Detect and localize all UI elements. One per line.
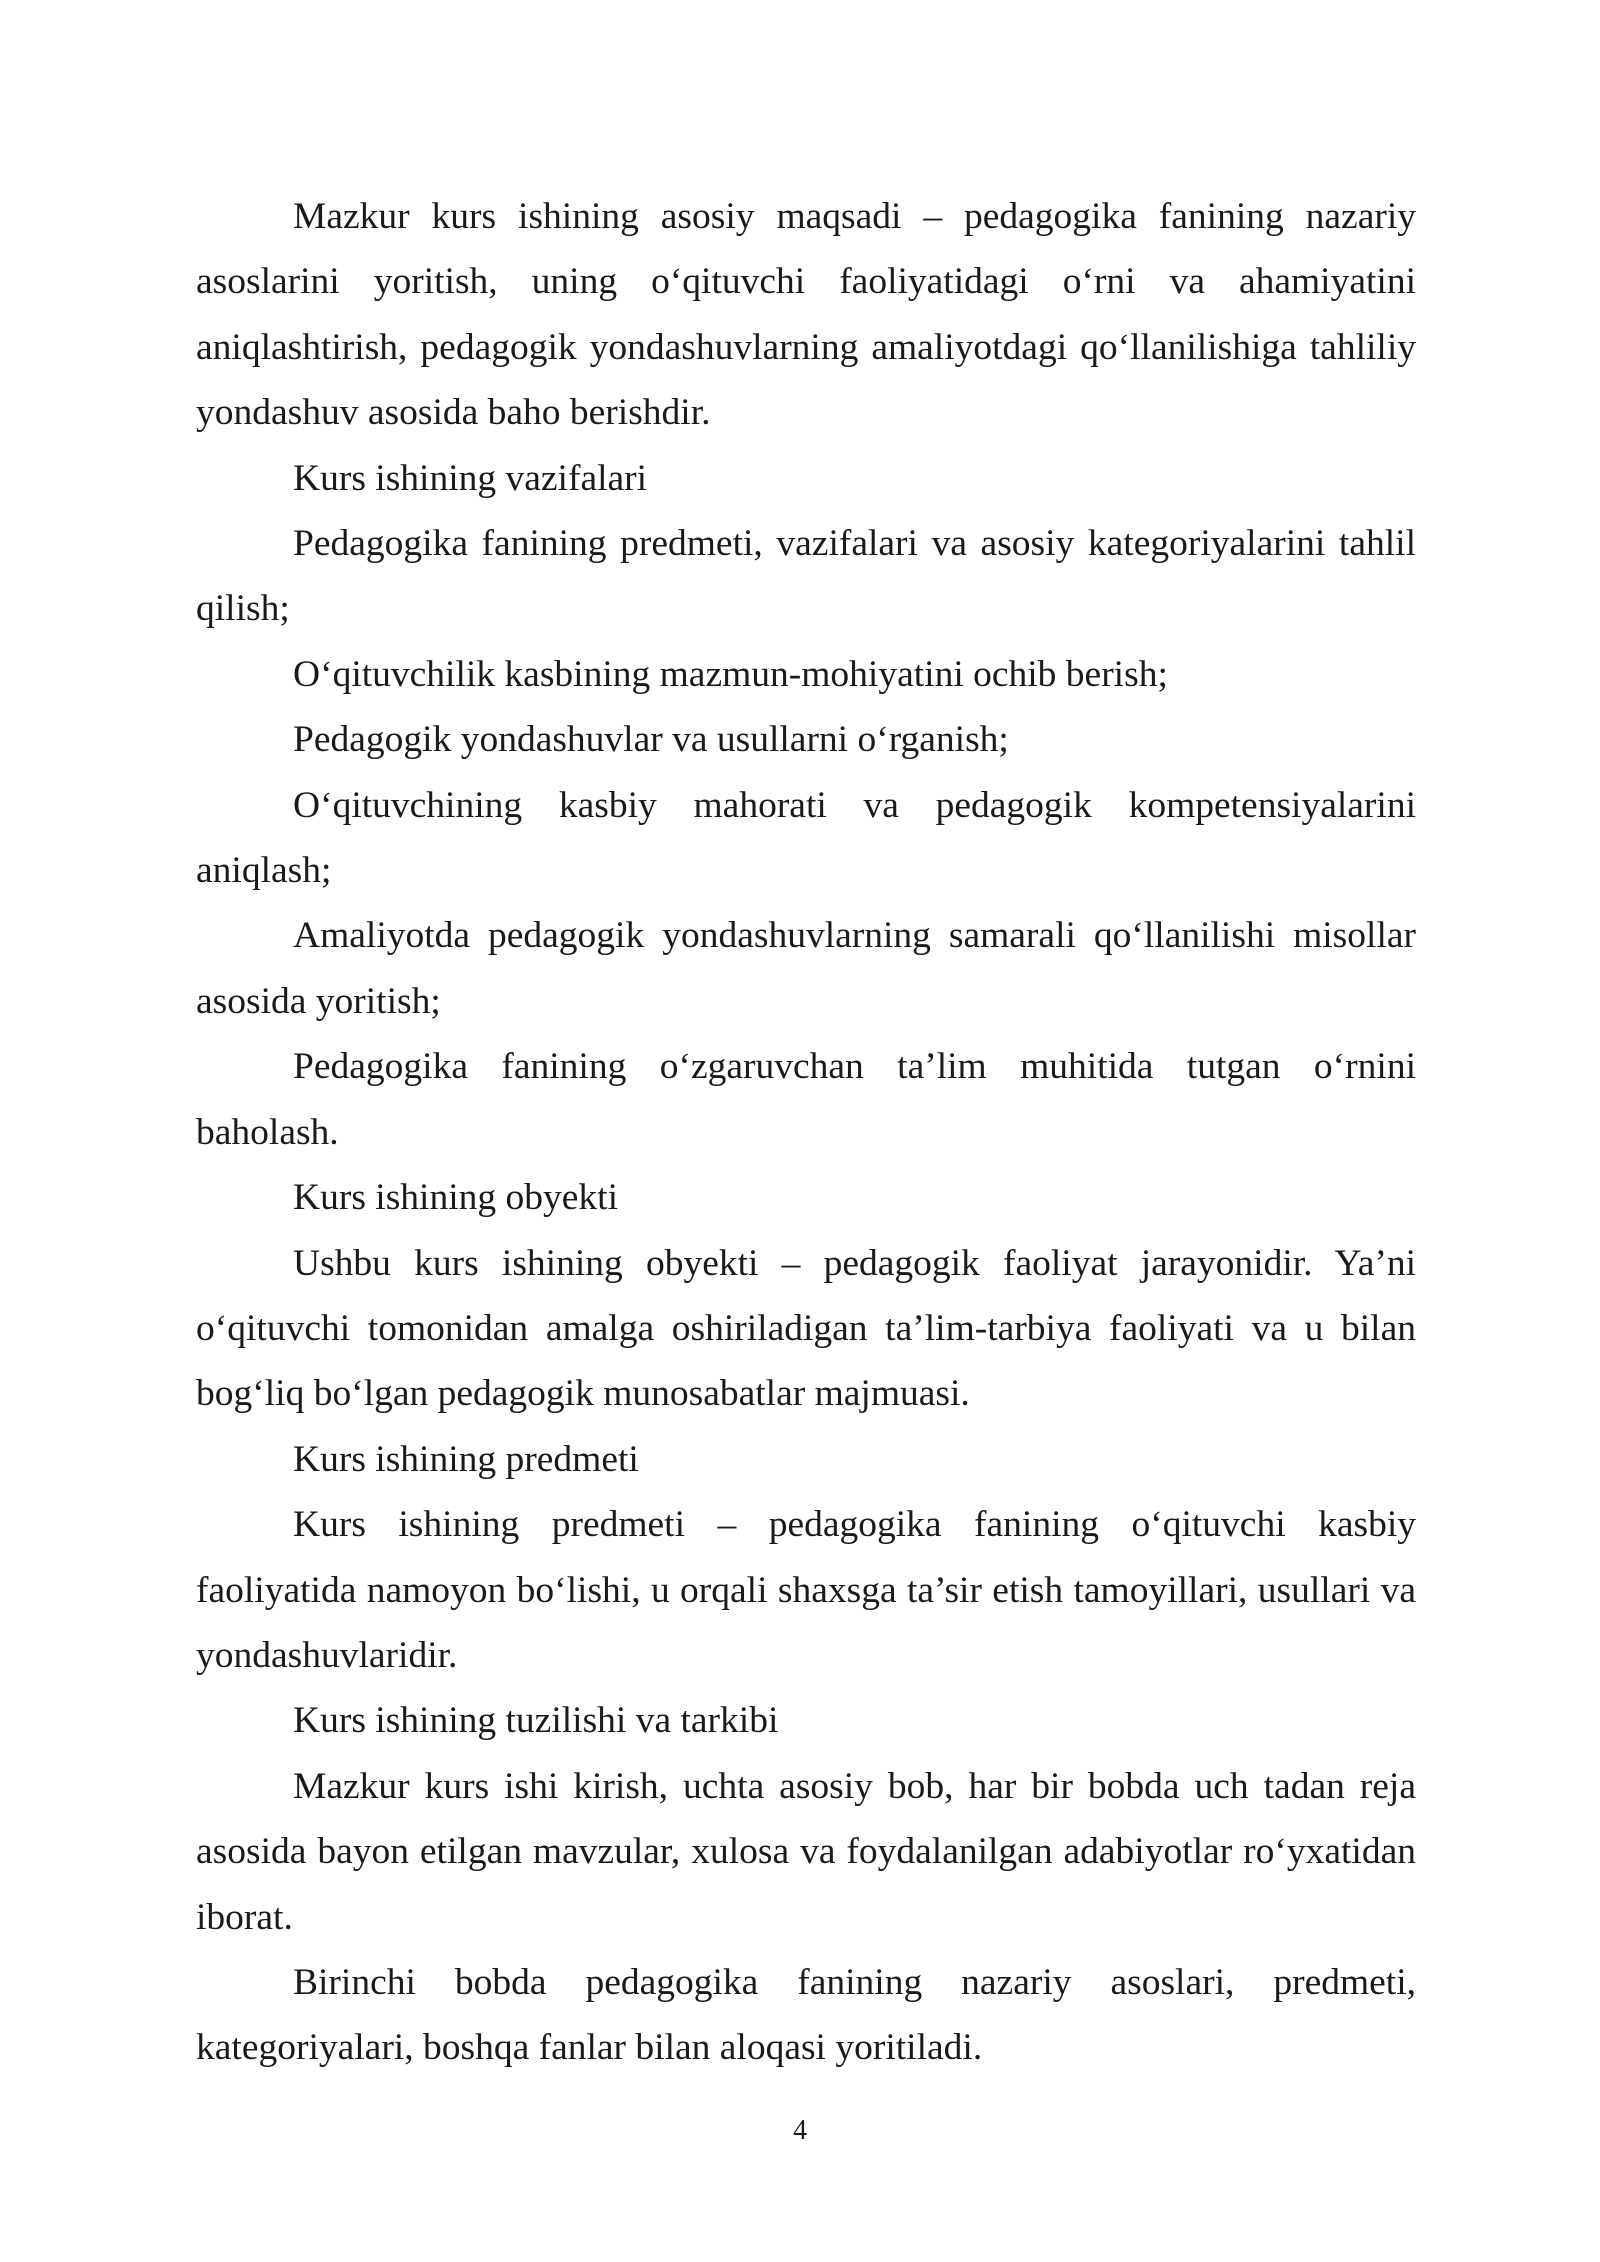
paragraph-structure: Mazkur kurs ishi kirish, uchta asosiy bob, har bir bobda uch tadan reja asosida bayon etilgan mavzular, xulosa va foydalanilgan adabiyotlar ro‘yxatidan iborat.	[196, 1765, 1416, 1938]
list-item-task-1: Pedagogika fanining predmeti, vazifalari va asosiy kategoriyalarini tahlil qilish;	[196, 523, 1416, 630]
paragraph-subject: Kurs ishining predmeti – pedagogika fanining o‘qituvchi kasbiy faoliyatida namoyon bo‘lishi, u orqali shaxsga ta’sir etish tamoyillari, usullari va yondashuvlaridir.	[196, 1504, 1416, 1676]
page-number: 4	[793, 2115, 807, 2146]
body-text	[196, 184, 1416, 2081]
paragraph-chapter-one: Birinchi bobda pedagogika fanining nazariy asoslari, predmeti, kategoriyalari, boshqa fanlar bilan aloqasi yoritiladi.	[196, 1961, 1416, 2069]
heading-tasks: Kurs ishining vazifalari	[293, 457, 648, 499]
heading-subject: Kurs ishining predmeti	[293, 1438, 639, 1480]
list-item-task-3: Pedagogik yondashuvlar va usullarni o‘rganish;	[293, 719, 1009, 761]
heading-structure: Kurs ishining tuzilishi va tarkibi	[293, 1700, 779, 1742]
paragraph-purpose: Mazkur kurs ishining asosiy maqsadi – pedagogika fanining nazariy asoslarini yoritish, uning o‘qituvchi faoliyatidagi o‘rni va ahamiyatini aniqlashtirish, pedagogik yondashuvlarning amaliyotdagi qo‘llanilishiga tahliliy yondashuv asosida baho berishdir.	[196, 196, 1416, 434]
list-item-task-5: Amaliyotda pedagogik yondashuvlarning samarali qo‘llanilishi misollar asosida yoritish;	[196, 915, 1416, 1022]
heading-object: Kurs ishining obyekti	[293, 1177, 618, 1219]
list-item-task-2: O‘qituvchilik kasbining mazmun-mohiyatini ochib berish;	[293, 653, 1168, 695]
paragraph-object: Ushbu kurs ishining obyekti – pedagogik faoliyat jarayonidir. Ya’ni o‘qituvchi tomonidan amalga oshiriladigan ta’lim-tarbiya faoliyati va u bilan bog‘liq bo‘lgan pedagogik munosabatlar majmuasi.	[196, 1242, 1416, 1415]
list-item-task-4: O‘qituvchining kasbiy mahorati va pedagogik kompetensiyalarini aniqlash;	[196, 784, 1416, 892]
list-item-task-6: Pedagogika fanining o‘zgaruvchan ta’lim muhitida tutgan o‘rnini baholash.	[196, 1046, 1416, 1153]
